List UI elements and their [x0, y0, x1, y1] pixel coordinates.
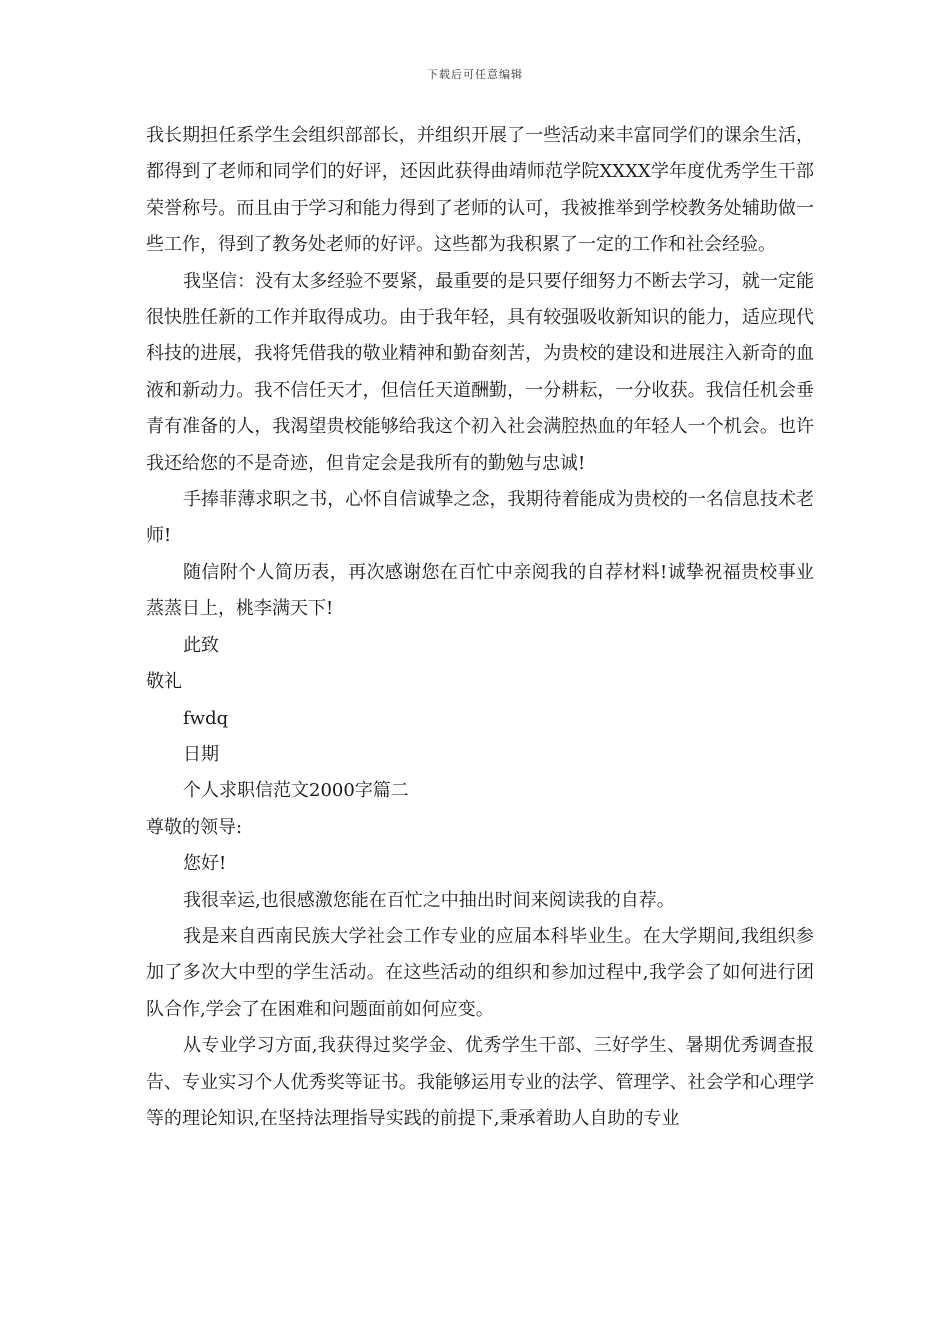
paragraph: 随信附个人简历表，再次感谢您在百忙中亲阅我的自荐材料!诚挚祝福贵校事业蒸蒸日上，桃李满天下! [146, 561, 814, 620]
letter-body [146, 118, 814, 1137]
paragraph: 我长期担任系学生会组织部部长，并组织开展了一些活动来丰富同学们的课余生活，都得到了老师和同学们的好评，还因此获得曲靖师范学院XXXX学年度优秀学生干部荣誉称号。而且由于学习和能力得到了老师的认可，我被推举到学校教务处辅助做一些工作，得到了教务处老师的好评。这些都为我积累了一定的工作和社会经验。 [146, 125, 814, 256]
signature: fwdq [183, 707, 229, 729]
date-label: 日期 [183, 743, 219, 765]
closing-regards: 敬礼 [146, 671, 182, 693]
paragraph: 手捧菲薄求职之书，心怀自信诚挚之念，我期待着能成为贵校的一名信息技术老师! [146, 489, 814, 547]
paragraph: 从专业学习方面,我获得过奖学金、优秀学生干部、三好学生、暑期优秀调查报告、专业实习个人优秀奖等证书。我能够运用专业的法学、管理学、社会学和心理学等的理论知识,在坚持法理指导实践的前提下,秉承着助人自助的专业 [146, 1035, 814, 1129]
greeting: 尊敬的领导: [146, 816, 243, 838]
paragraph: 我是来自西南民族大学社会工作专业的应届本科毕业生。在大学期间,我组织参加了多次大中型的学生活动。在这些活动的组织和参加过程中,我学会了如何进行团队合作,学会了在困难和问题面前如何应变。 [146, 925, 814, 1020]
closing-salutation: 此致 [183, 634, 219, 656]
section-title: 个人求职信范文2000字篇二 [183, 780, 409, 802]
paragraph: 我很幸运,也很感激您能在百忙之中抽出时间来阅读我的自荐。 [183, 889, 675, 911]
header-note: 下载后可任意编辑 [427, 68, 523, 81]
greeting-hello: 您好! [183, 853, 227, 875]
paragraph: 我坚信：没有太多经验不要紧，最重要的是只要仔细努力不断去学习，就一定能很快胜任新的工作并取得成功。由于我年轻，具有较强吸收新知识的能力，适应现代科技的进展，我将凭借我的敬业精神和勤奋刻苦，为贵校的建设和进展注入新奇的血液和新动力。我不信任天才，但信任天道酬勤，一分耕耘，一分收获。我信任机会垂青有准备的人，我渴望贵校能够给我这个初入社会满腔热血的年轻人一个机会。也许我还给您的不是奇迹，但肯定会是我所有的勤勉与忠诚! [146, 270, 814, 474]
